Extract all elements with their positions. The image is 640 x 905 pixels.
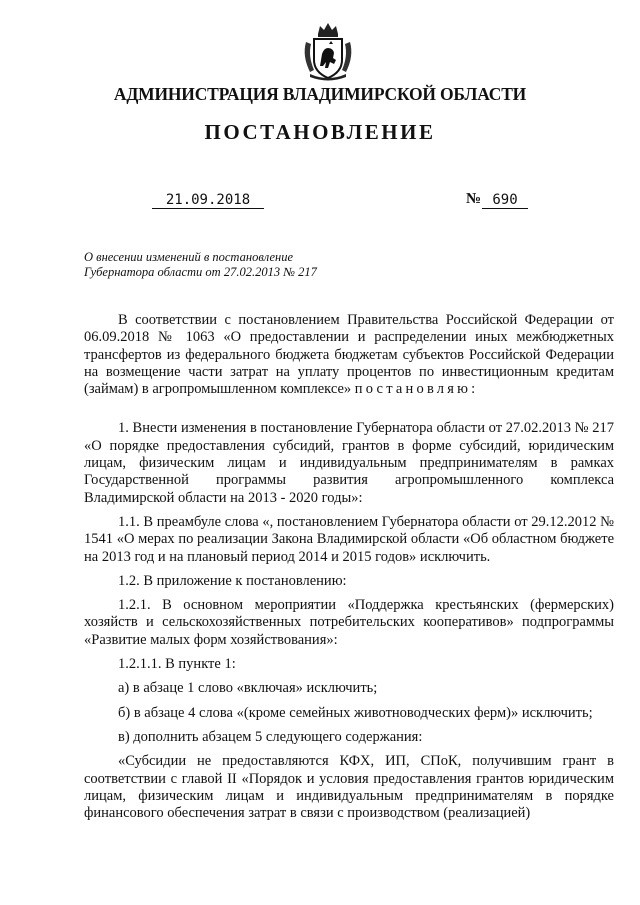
- paragraph: [84, 312, 614, 398]
- paragraph: а) в абзаце 1 слово «включая» исключить;: [118, 680, 378, 697]
- document-subject: [84, 250, 384, 280]
- coat-of-arms-icon: [300, 20, 356, 82]
- paragraph: 1.2. В приложение к постановлению:: [118, 572, 347, 589]
- document-type: ПОСТАНОВЛЕНИЕ: [204, 120, 436, 144]
- document-number: 690: [482, 192, 528, 209]
- paragraph: 1.2.1. В основном мероприятии «Поддержка крестьянских (фермерских) хозяйств и сельскохозяйственных потребительских кооперативов» подпрограммы «Развитие малых форм хозяйствования»:: [84, 597, 614, 648]
- agency-title: АДМИНИСТРАЦИЯ ВЛАДИМИРСКОЙ ОБЛАСТИ: [113, 84, 527, 104]
- subject-line: Губернатора области от 27.02.2013 № 217: [84, 265, 317, 279]
- paragraph-text: В соответствии с постановлением Правительства Российской Федерации от 06.09.2018 № 1063 «О предоставлении и распределении иных межбюджетных трансфертов из федерального бюджета бюджетам субъектов Российской Федерации на возмещение части затрат на уплату процентов по инвестиционным кредитам (займам) в агропромышленном комплексе»: [84, 312, 614, 398]
- document-date: 21.09.2018: [152, 192, 264, 209]
- paragraph: в) дополнить абзацем 5 следующего содержания:: [118, 728, 423, 745]
- subject-line: О внесении изменений в постановление: [84, 250, 294, 264]
- document-meta: [0, 192, 640, 216]
- paragraph: б) в абзаце 4 слова «(кроме семейных животноводческих ферм)» исключить;: [118, 704, 593, 721]
- document-body: [84, 312, 614, 829]
- paragraph: 1.1. В преамбуле слова «, постановлением Губернатора области от 29.12.2012 № 1541 «О мерах по реализации Закона Владимирской области «Об областном бюджете на 2013 год и на плановый период 2014 и 2015 годов» исключить.: [84, 513, 614, 565]
- paragraph: «Субсидии не предоставляются КФХ, ИП, СПоК, получившим грант в соответствии с главой II «Порядок и условия предоставления грантов юридическим лицам, физическим лицам и индивидуальным предпринимателям в порядке финансового обеспечения затрат в связи с производством (реализацией): [84, 753, 614, 822]
- paragraph: 1. Внести изменения в постановление Губернатора области от 27.02.2013 № 217 «О порядке предоставления субсидий, грантов в форме субсидий, юридическим лицам, физическим лицам и индивидуальным предпринимателям в рамках Государственной программы развития агропромышленного комплекса Владимирской области на 2013 - 2020 годы»:: [84, 420, 614, 506]
- number-sign: №: [466, 191, 482, 207]
- paragraph: 1.2.1.1. В пункте 1:: [118, 656, 236, 673]
- resolution-word: постановляю:: [354, 381, 479, 398]
